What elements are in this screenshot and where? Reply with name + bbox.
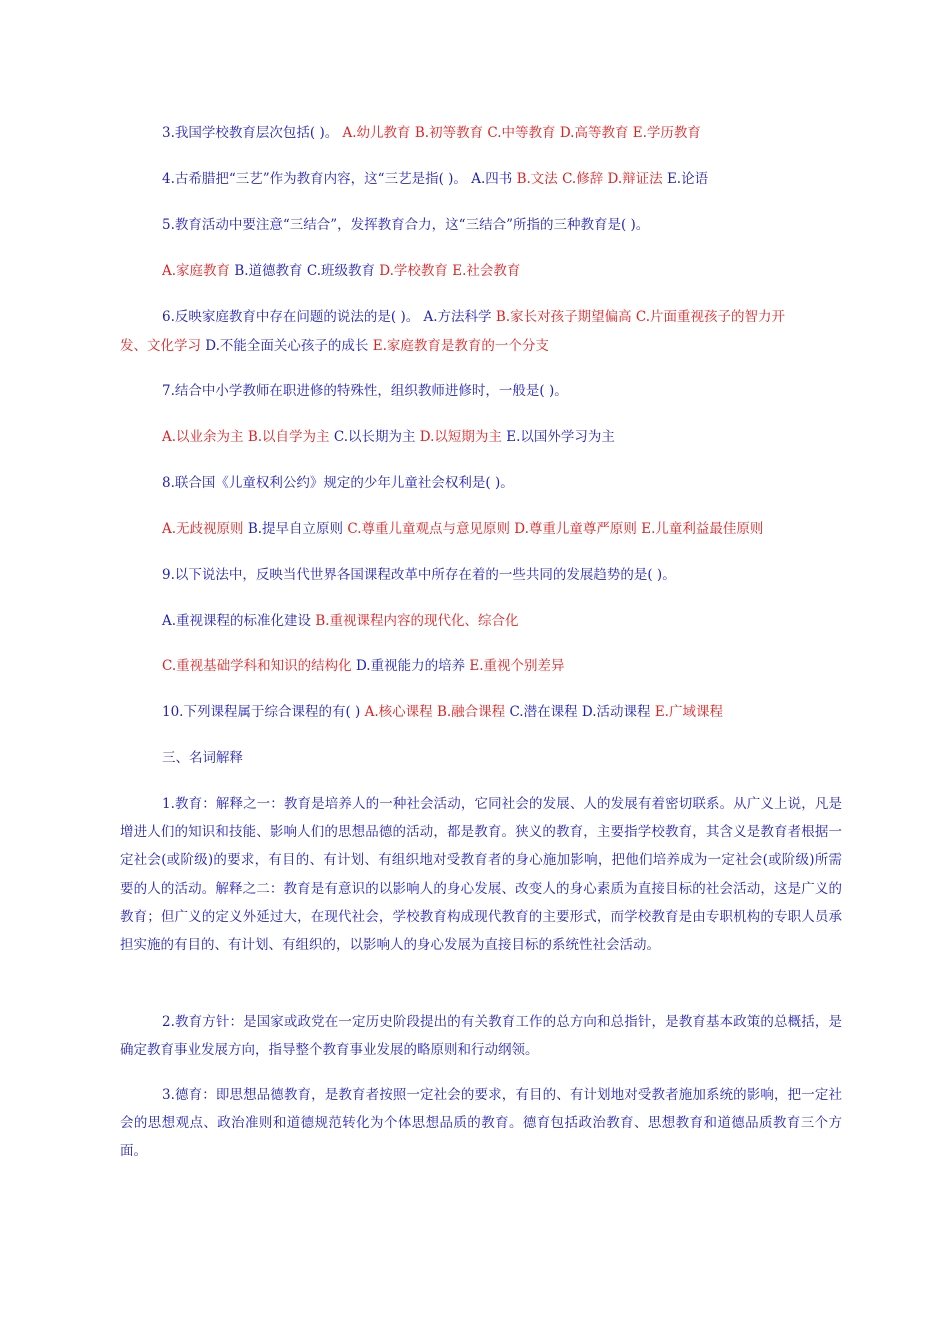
question-9-stem-line (162, 565, 676, 585)
question-8-stem-line (162, 473, 514, 493)
question-6-option-c-cont: 发、文化学习 (120, 338, 201, 354)
question-8-option-c: C.尊重儿童观点与意见原则 (347, 521, 510, 537)
question-5-option-a: A.家庭教育 (162, 263, 231, 279)
question-9-option-a: A.重视课程的标准化建设 (162, 613, 312, 629)
question-3-option-e: E.学历教育 (632, 125, 701, 141)
question-10-option-a: A.核心课程 (364, 704, 433, 720)
question-9-option-c: C.重视基础学科和知识的结构化 (162, 658, 352, 674)
question-8-stem: 8.联合国《儿童权利公约》规定的少年儿童社会权利是( )。 (162, 475, 514, 491)
question-4-stem: 4.古希腊把“三艺”作为教育内容，这“三艺是指( )。 (162, 171, 467, 187)
question-9-option-e: E.重视个别差异 (469, 658, 565, 674)
question-8-option-d: D.尊重儿童尊严原则 (514, 521, 637, 537)
question-7-stem: 7.结合中小学教师在职进修的特殊性，组织教师进修时，一般是( )。 (162, 383, 568, 399)
question-7-option-d: D.以短期为主 (419, 429, 502, 445)
question-3-option-a: A.幼儿教育 (342, 125, 411, 141)
question-5-option-b: B.道德教育 (234, 263, 303, 279)
question-5-option-d: D.学校教育 (379, 263, 448, 279)
question-10-option-d: D.活动课程 (581, 704, 651, 720)
question-10 (162, 702, 723, 722)
question-6-option-a: A.方法科学 (423, 309, 492, 325)
question-7-option-e: E.以国外学习为主 (506, 429, 615, 445)
question-5-option-c: C.班级教育 (306, 263, 375, 279)
definition-3-moral-education: 3.德育：即思想品德教育，是教育者按照一定社会的要求，有目的、有计划地对受教者施加系统的影响，把一定社会的思想观点、政治准则和道德规范转化为个体思想品质的教育。德育包括政治教育、思想教育和道德品质教育三个方面。 (120, 1087, 842, 1160)
question-9-options-line-1 (162, 611, 519, 631)
question-6-option-d: D.不能全面关心孩子的成长 (205, 338, 369, 354)
question-5-options (162, 261, 520, 281)
question-3-option-d: D.高等教育 (559, 125, 629, 141)
question-8-options (162, 519, 763, 539)
question-4-option-a: A.四书 (471, 171, 513, 187)
question-7-option-c: C.以长期为主 (333, 429, 416, 445)
question-6-stem: 6.反映家庭教育中存在问题的说法的是( )。 (162, 309, 420, 325)
question-9-option-d: D.重视能力的培养 (355, 658, 466, 674)
question-8-option-b: B.提早自立原则 (247, 521, 344, 537)
question-9-options-line-2 (162, 656, 565, 676)
question-8-option-e: E.儿童利益最佳原则 (641, 521, 764, 537)
question-4-option-b: B.文法 (516, 171, 558, 187)
question-7-stem-line (162, 381, 568, 401)
question-7-option-a: A.以业余为主 (162, 429, 244, 445)
question-4-option-c: C.修辞 (562, 171, 604, 187)
definition-1-education: 1.教育：解释之一：教育是培养人的一种社会活动，它同社会的发展、人的发展有着密切联系。从广义上说，凡是增进人们的知识和技能、影响人们的思想品德的活动，都是教育。狭义的教育，主要指学校教育，其含义是教育者根据一定社会(或阶级)的要求，有目的、有计划、有组织地对受教育者的身心施加影响，把他们培养成为一定社会(或阶级)所需要的人的活动。解释之二：教育是有意识的以影响人的身心发展、改变人的身心素质为直接目标的社会活动，这是广义的教育；但广义的定义外延过大，在现代社会，学校教育构成现代教育的主要形式，而学校教育是由专职机构的专职人员承担实施的有目的、有计划、有组织的，以影响人的身心发展为直接目标的系统性社会活动。 (120, 796, 842, 954)
question-3-stem: 3.我国学校教育层次包括( )。 (162, 125, 339, 141)
question-6-line-2 (120, 336, 549, 356)
question-10-option-b: B.融合课程 (436, 704, 506, 720)
question-3-option-b: B.初等教育 (414, 125, 484, 141)
question-6-option-e: E.家庭教育是教育的一个分支 (372, 338, 549, 354)
question-6-option-b: B.家长对孩子期望偏高 (495, 309, 632, 325)
question-9-stem: 9.以下说法中，反映当代世界各国课程改革中所存在着的一些共同的发展趋势的是( )。 (162, 567, 676, 583)
question-8-option-a: A.无歧视原则 (162, 521, 244, 537)
question-5-option-e: E.社会教育 (452, 263, 521, 279)
question-6-line-1 (162, 307, 785, 327)
question-7-options (162, 427, 615, 447)
definition-2-education-policy: 2.教育方针：是国家或政党在一定历史阶段提出的有关教育工作的总方向和总指针，是教育基本政策的总概括，是确定教育事业发展方向，指导整个教育事业发展的略原则和行动纲领。 (120, 1014, 842, 1059)
question-3 (162, 123, 701, 143)
question-4-option-e: E.论语 (666, 171, 709, 187)
question-7-option-b: B.以自学为主 (247, 429, 330, 445)
question-4 (162, 169, 708, 189)
section-title-terms: 三、名词解释 (162, 750, 243, 766)
question-6-option-c: C.片面重视孩子的智力开 (635, 309, 786, 325)
question-5-stem: 5.教育活动中要注意“三结合”，发挥教育合力，这“三结合”所指的三种教育是( )。 (162, 217, 650, 233)
question-10-option-e: E.广域课程 (654, 704, 723, 720)
question-5-stem-line (162, 215, 649, 235)
question-10-stem: 10.下列课程属于综合课程的有( ) (162, 704, 361, 720)
question-9-option-b: B.重视课程内容的现代化、综合化 (315, 613, 519, 629)
question-3-option-c: C.中等教育 (487, 125, 556, 141)
question-10-option-c: C.潜在课程 (509, 704, 578, 720)
question-4-option-d: D.辩证法 (607, 171, 663, 187)
